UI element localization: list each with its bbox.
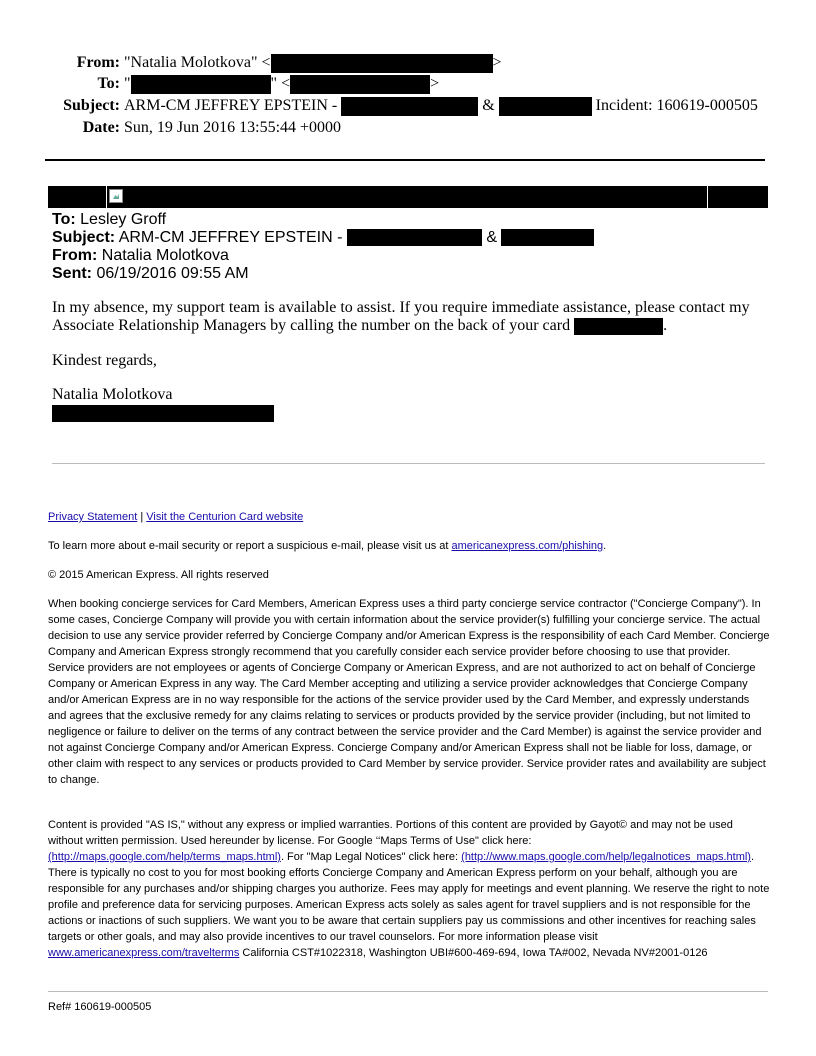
content-text-1: Content is provided "AS IS," without any express or implied warranties. Portions of this content are provided by Gayot© and may not be used without written permission. Used hereunder by license. For Google ‘‘Maps Terms of Use" click here: (48, 819, 733, 847)
message-body (52, 299, 764, 422)
content-text-2: . For "Map Legal Notices" click here: (280, 851, 462, 863)
date-label: Date: (82, 119, 120, 136)
security-notice (48, 538, 770, 554)
body-paragraph (52, 299, 764, 335)
security-text: To learn more about e-mail security or report a suspicious e-mail, please visit us at (48, 540, 452, 552)
content-text-3: . There is typically no cost to you for most booking efforts Concierge Company and American Express perform on your behalf, although you are responsible for any purchases and/or shipping charges you authorize. Fees may apply for meetings and event planning. We reserve the right to note profile and preference data for servicing purposes. American Express acts solely as sales agent for travel suppliers and is not responsible for the actions or inactions of such suppliers. We want you to be aware that certain suppliers pay us commissions and other incentives for reaching sales targets or other goals, and may also provide incentives to our travel counselors. For more information please visit (48, 851, 770, 943)
subject-label: Subject: (63, 97, 120, 114)
centurion-website-link[interactable]: Visit the Centurion Card website (146, 511, 304, 523)
header-divider (45, 159, 765, 161)
reference (48, 999, 770, 1015)
reference-number: Ref# 160619-000505 (48, 1001, 152, 1013)
inner-subject-row (52, 229, 594, 247)
inner-from-row (52, 247, 594, 265)
redacted-from-email (271, 54, 493, 73)
redacted-signature-line (52, 405, 274, 422)
footer-divider (48, 991, 768, 992)
content-text-4: California CST#1022318, Washington UBI#600-469-694, Iowa TA#002, Nevada NV#2001-0126 (239, 947, 708, 959)
maps-terms-link[interactable]: (http://maps.google.com/help/terms_maps.html) (48, 851, 281, 863)
travelterms-link[interactable]: www.americanexpress.com/travelterms (48, 947, 240, 959)
maps-legal-link[interactable]: (http://www.maps.google.com/help/legalnotices_maps.html) (461, 851, 751, 863)
redacted-phone (574, 318, 663, 335)
forwarded-header (52, 211, 594, 283)
body-paragraph-end: . (663, 317, 668, 334)
to-close: > (430, 75, 440, 92)
concierge-text: When booking concierge services for Card Members, American Express uses a third party concierge service contractor ("Concierge Company"). In some cases, Concierge Company will provide you with certain information about the service provider(s) fulfilling your concierge service. The actual decision to use any service provider referred by Concierge Company and/or American Express is the responsibility of each Card Member. Concierge Company and American Express strongly recommend that you carefully consider each service provider before choosing to use that provider. Service providers are not employees or agents of Concierge Company or American Express, and are not authorized to act on behalf of Concierge Company or American Express in any way. The Card Member accepting and utilizing a service provider acknowledges that Concierge Company and/or American Express are in no way responsible for the actions of the service provider used by the Card Member, and expressly understands and agrees that the exclusive remedy for any claims relating to services or products provided by the service provider (including, but not limited to negligence or failure to deliver on the terms of any contract between the service provider and the Card Member) is against the service provider and not against Concierge Company and/or American Express. Concierge Company and/or American Express shall not be liable for loss, damage, or other claim with respect to any services or products provided to Card Member by service provider. Service provider rates and availability are subject to change. (48, 598, 770, 786)
closing: Kindest regards, (52, 352, 157, 369)
signature-name: Natalia Molotkova (52, 386, 173, 403)
to-label: To: (97, 75, 120, 92)
from-label: From: (76, 54, 120, 71)
from-name: "Natalia Molotkova" < (124, 54, 271, 71)
inner-from-value: Natalia Molotkova (101, 247, 229, 264)
security-period: . (603, 540, 607, 552)
redacted-inner-name-2 (501, 229, 594, 246)
redacted-to-name (131, 75, 271, 94)
redacted-to-email (290, 75, 430, 94)
inner-subject-prefix: ARM-CM JEFFREY EPSTEIN - (118, 229, 343, 246)
broken-image-icon (109, 189, 123, 203)
to-mid: " < (270, 75, 291, 92)
from-close: > (492, 54, 502, 71)
inner-sent-row (52, 265, 594, 283)
inner-from-label: From: (52, 247, 98, 264)
concierge-disclaimer (48, 596, 770, 788)
phishing-link[interactable]: americanexpress.com/phishing (451, 540, 604, 552)
inner-to-value: Lesley Groff (80, 211, 167, 228)
subject-incident: Incident: 160619-000505 (595, 97, 758, 114)
inner-sent-label: Sent: (52, 265, 92, 282)
date-value: Sun, 19 Jun 2016 13:55:44 +0000 (124, 119, 342, 136)
redacted-inner-name-1 (347, 229, 482, 246)
body-divider (52, 463, 765, 464)
redacted-subject-name-1 (341, 97, 478, 116)
copyright-text: © 2015 American Express. All rights reserved (48, 569, 269, 581)
subject-amp: & (482, 97, 495, 114)
copyright (48, 567, 770, 583)
inner-to-row (52, 211, 594, 229)
content-disclaimer (48, 817, 770, 961)
to-quote: " (124, 75, 131, 92)
inner-to-label: To: (52, 211, 76, 228)
inner-subject-amp: & (486, 229, 497, 246)
link-separator: | (140, 511, 144, 523)
redacted-subject-name-2 (499, 97, 592, 116)
subject-prefix: ARM-CM JEFFREY EPSTEIN - (124, 97, 338, 114)
inner-subject-label: Subject: (52, 229, 116, 246)
body-paragraph-text: In my absence, my support team is available to assist. If you require immediate assistance, please contact my Associate Relationship Managers by calling the number on the back of your card (52, 299, 750, 334)
redacted-banner (48, 186, 768, 208)
footer-links (48, 509, 770, 525)
privacy-statement-link[interactable]: Privacy Statement (48, 511, 138, 523)
inner-sent-value: 06/19/2016 09:55 AM (96, 265, 249, 282)
